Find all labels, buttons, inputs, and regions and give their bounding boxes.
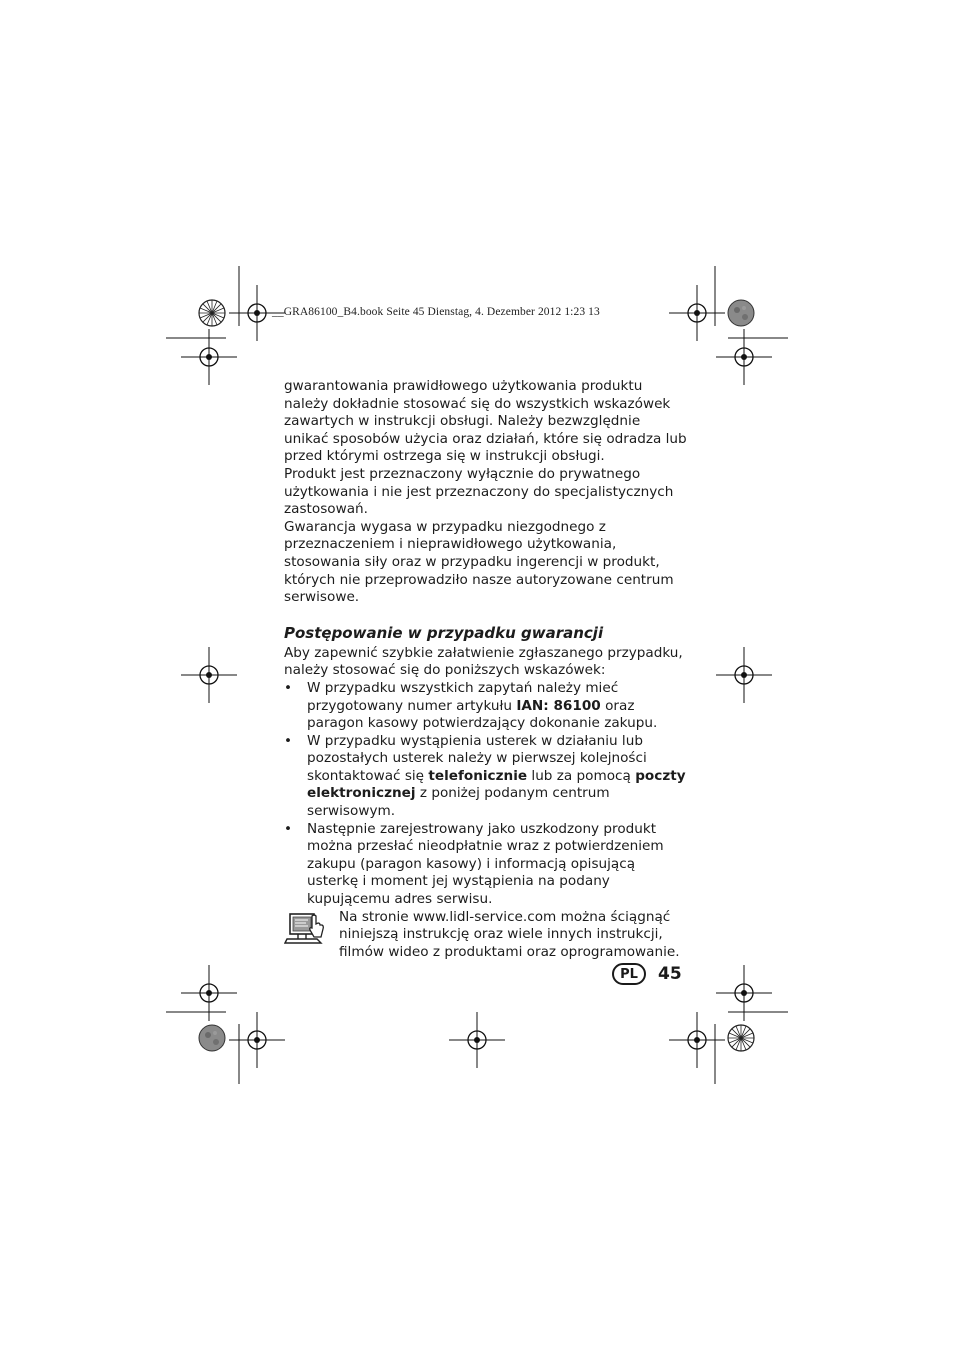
section-intro: Aby zapewnić szybkie załatwienie zgłaszanego przypadku, należy stosować się do poniższych wskazówek: xyxy=(284,644,683,679)
computer-hand-icon xyxy=(284,911,328,947)
list-item xyxy=(284,733,688,821)
print-info-line: __GRA86100_B4.book Seite 45 Dienstag, 4. Dezember 2012 1:23 13 xyxy=(272,306,600,318)
bullet-icon: • xyxy=(284,820,293,837)
bullet-icon: • xyxy=(284,732,293,749)
list-item-text: z poniżej podanym centrum serwisowym. xyxy=(307,785,610,820)
list-item xyxy=(284,680,688,733)
instructions-list xyxy=(284,680,688,909)
bullet-icon: • xyxy=(284,679,293,696)
intro-paragraph-2: Produkt jest przeznaczony wyłącznie do prywatnego użytkowania i nie jest przeznaczony do specjalistycznych zastosowań. xyxy=(284,465,674,518)
page-footer xyxy=(612,963,682,985)
intro-paragraph-3: Gwarancja wygasa w przypadku niezgodnego z przeznaczeniem i nieprawidłowego użytkowania, stosowania siły oraz w przypadku ingerencji w produkt, których nie przeprowadziło nasze autoryzowane centrum serwisowe. xyxy=(284,518,674,606)
main-content xyxy=(284,378,688,961)
contact-email-emphasis: poczty elektronicznej xyxy=(307,767,686,802)
list-item-text: lub za pomocą xyxy=(527,767,636,784)
tip-text: Na stronie www.lidl-service.com można ściągnąć niniejszą instrukcję oraz wiele innych instrukcji, filmów wideo z produktami oraz oprogramowanie. xyxy=(339,908,680,960)
tip-box xyxy=(284,909,688,962)
list-item-text: oraz paragon kasowy potwierdzający dokonanie zakupu. xyxy=(307,697,658,732)
intro-paragraph-1: gwarantowania prawidłowego użytkowania produktu należy dokładnie stosować się do wszystkich wskazówek zawartych w instrukcji obsługi. Należy bezwzględnie unikać sposobów użycia oraz działań, które się odradza lub przed którymi ostrzega się w instrukcji obsługi. xyxy=(284,378,687,465)
contact-phone-emphasis: telefonicznie xyxy=(428,767,528,784)
list-item-text: W przypadku wystąpienia usterek w działaniu lub pozostałych usterek należy w pierwszej kolejności skontaktować się xyxy=(307,732,647,784)
list-item-text: W przypadku wszystkich zapytań należy mieć przygotowany numer artykułu xyxy=(307,679,619,714)
list-item xyxy=(284,821,688,909)
article-number: IAN: 86100 xyxy=(516,697,601,714)
section-title: Postępowanie w przypadku gwarancji xyxy=(284,623,604,642)
language-badge: PL xyxy=(612,963,646,985)
list-item-text: Następnie zarejestrowany jako uszkodzony produkt można przesłać nieodpłatnie wraz z potwierdzeniem zakupu (paragon kasowy) i informacją opisującą usterkę i moment jej wystąpienia na podany kupującemu adres serwisu. xyxy=(307,820,664,908)
page-number: 45 xyxy=(658,964,682,984)
